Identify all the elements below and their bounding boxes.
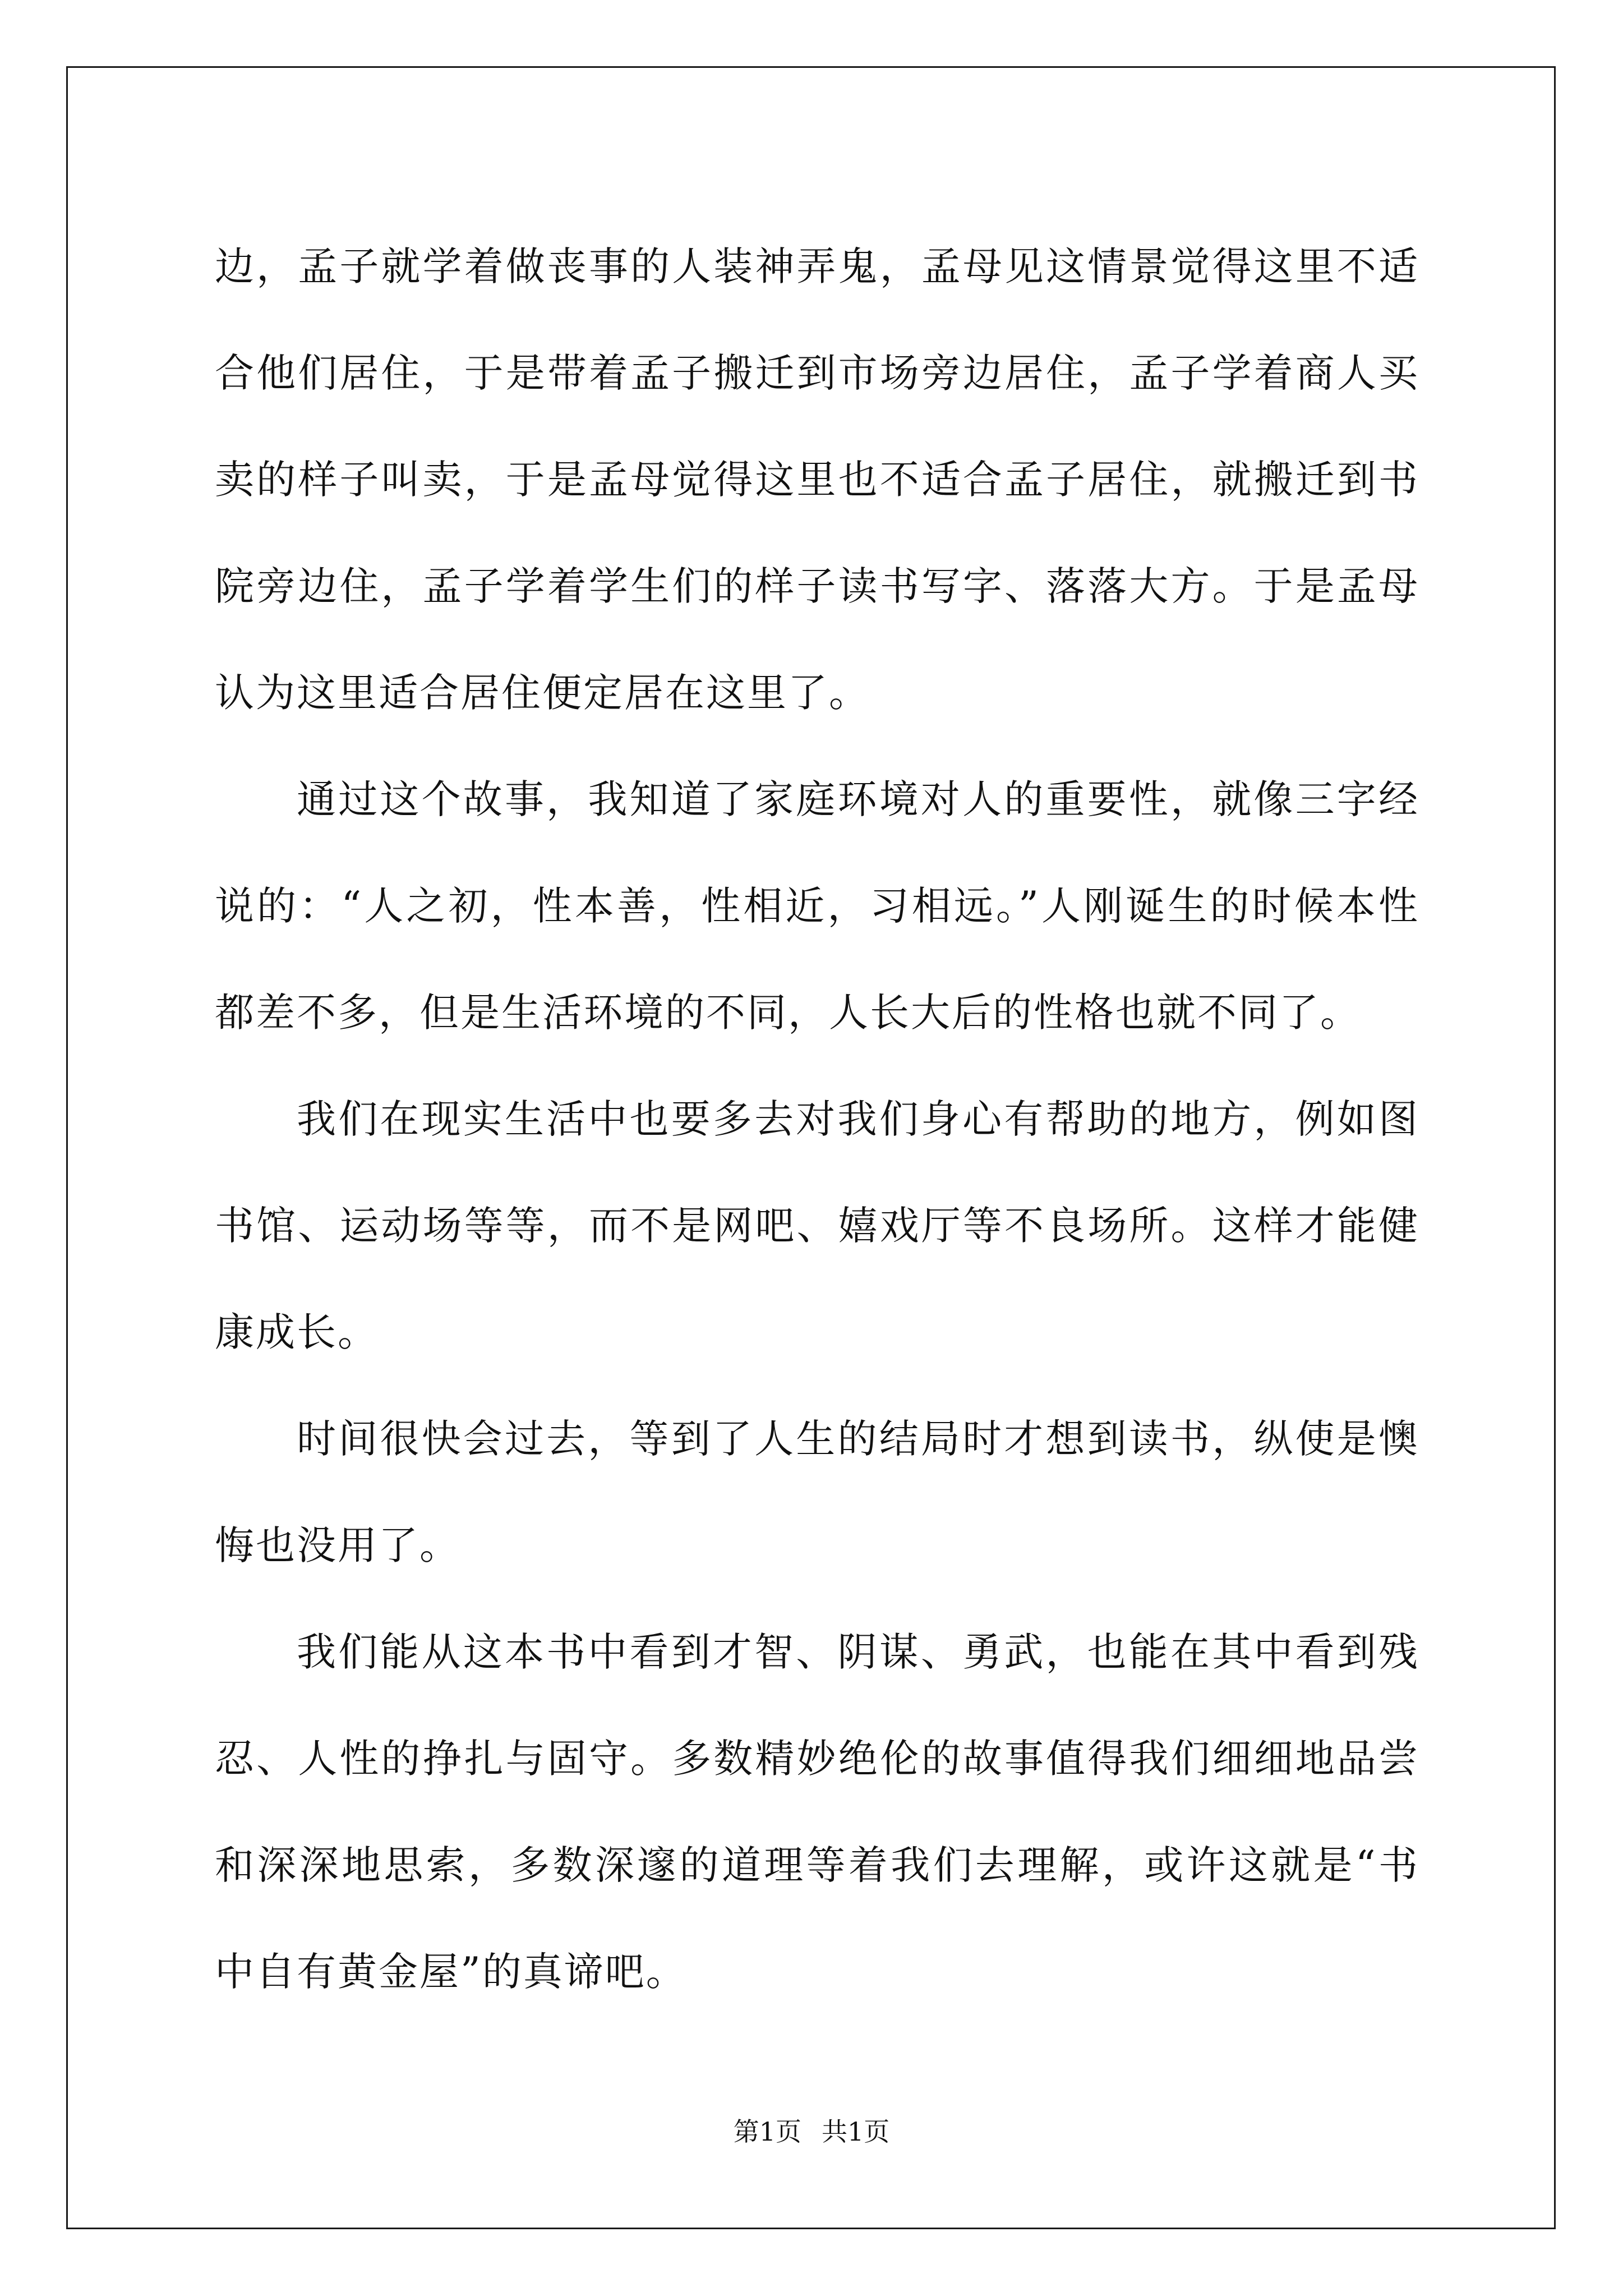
document-body	[215, 213, 1419, 2025]
paragraph: 通过这个故事，我知道了家庭环境对人的重要性，就像三字经说的：“人之初，性本善，性相近，习相远。”人刚诞生的时候本性都差不多，但是生活环境的不同，人长大后的性格也就不同了。	[215, 776, 1419, 1036]
page-number-total: 共1页	[822, 2116, 890, 2147]
page-number-current: 第1页	[733, 2116, 801, 2147]
paragraph-continued: 边，孟子就学着做丧事的人装神弄鬼，孟母见这情景觉得这里不适合他们居住，于是带着孟子搬迁到市场旁边居住，孟子学着商人买卖的样子叫卖，于是孟母觉得这里也不适合孟子居住，就搬迁到书院旁边住，孟子学着学生们的样子读书写字、落落大方。于是孟母认为这里适合居住便定居在这里了。	[215, 243, 1419, 716]
page-footer	[0, 2115, 1623, 2148]
paragraph: 我们能从这本书中看到才智、阴谋、勇武，也能在其中看到残忍、人性的挣扎与固守。多数精妙绝伦的故事值得我们细细地品尝和深深地思索，多数深邃的道理等着我们去理解，或许这就是“书中自有黄金屋”的真谛吧。	[215, 1629, 1419, 1995]
paragraph: 我们在现实生活中也要多去对我们身心有帮助的地方，例如图书馆、运动场等等，而不是网吧、嬉戏厅等不良场所。这样才能健康成长。	[215, 1096, 1419, 1355]
paragraph: 时间很快会过去，等到了人生的结局时才想到读书，纵使是懊悔也没用了。	[215, 1416, 1419, 1568]
